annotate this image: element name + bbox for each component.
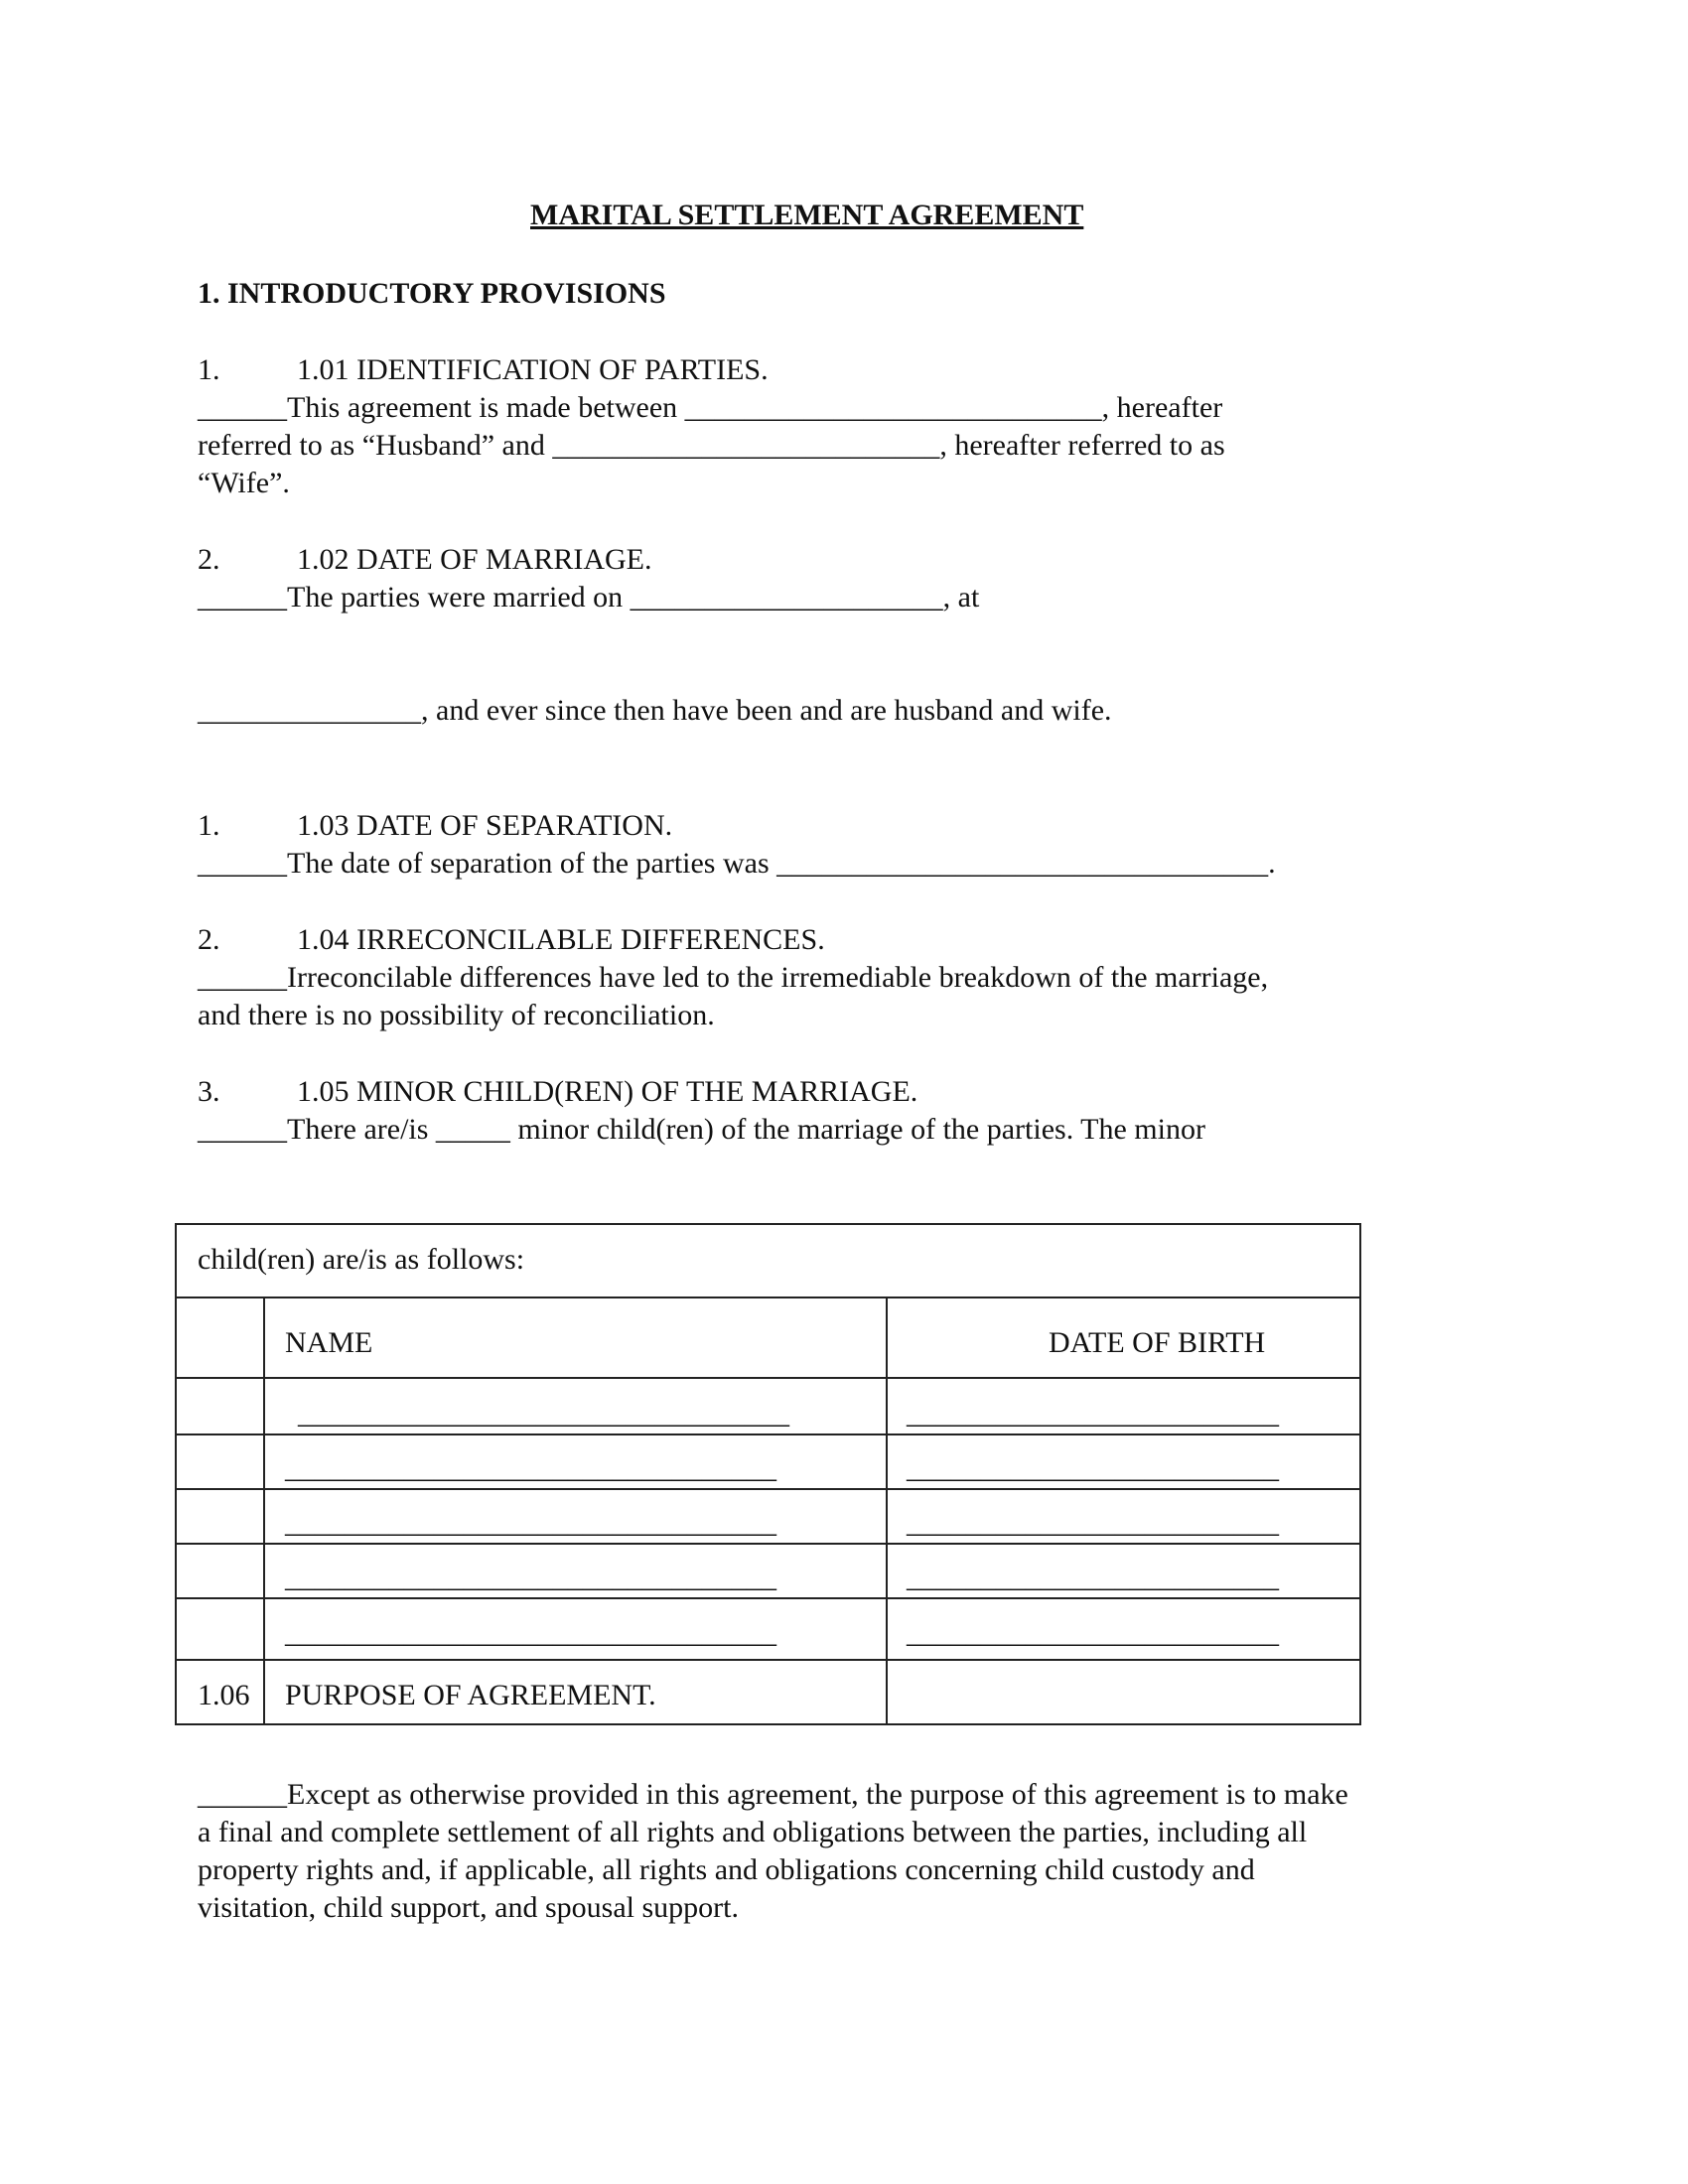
child-name-blank: _________________________________ [285,1561,776,1593]
s106-number: 1.06 [198,1679,250,1711]
s101-number: 1. [198,353,220,386]
s104-heading: 1.04 IRRECONCILABLE DIFFERENCES. [297,923,825,956]
s102-number: 2. [198,543,220,576]
child-dob-blank: _________________________ [907,1616,1279,1649]
s101-line-3: “Wife”. [198,467,290,499]
s106-line-1: ______Except as otherwise provided in this agreement, the purpose of this agreement is to make [198,1778,1348,1811]
s103-line-1: ______The date of separation of the parties was _________________________________. [198,847,1276,880]
s101-line-2: referred to as “Husband” and __________________________, hereafter referred to as [198,429,1225,462]
table-rule [177,1297,1359,1298]
s102-heading: 1.02 DATE OF MARRIAGE. [297,543,652,576]
child-dob-blank: _________________________ [907,1561,1279,1593]
s106-line-3: property rights and, if applicable, all rights and obligations concerning child custody and [198,1853,1255,1886]
s104-line-1: ______Irreconcilable differences have led to the irremediable breakdown of the marriage, [198,961,1269,994]
s105-number: 3. [198,1075,220,1108]
child-name-blank: _________________________________ [285,1616,776,1649]
table-rule [177,1659,1359,1661]
table-rule [177,1377,1359,1379]
s103-number: 1. [198,809,220,842]
child-dob-blank: _________________________ [907,1506,1279,1539]
child-name-blank: _________________________________ [285,1506,776,1539]
s104-line-2: and there is no possibility of reconciliation. [198,999,715,1031]
s102-line-1: ______The parties were married on _____________________, at [198,581,980,614]
table-rule [177,1597,1359,1599]
s105-line-1: ______There are/is _____ minor child(ren) of the marriage of the parties. The minor [198,1113,1205,1146]
s102-line-2: _______________, and ever since then have been and are husband and wife. [198,694,1112,727]
child-name-blank: _________________________________ [285,1451,776,1484]
s101-line-1: ______This agreement is made between ____________________________, hereafter [198,391,1223,424]
child-dob-blank: _________________________ [907,1451,1279,1484]
table-caption: child(ren) are/is as follows: [198,1243,525,1276]
s106-line-2: a final and complete settlement of all rights and obligations between the parties, including all [198,1816,1308,1848]
table-rule [177,1433,1359,1435]
child-name-blank: _________________________________ [298,1397,789,1430]
document-title: MARITAL SETTLEMENT AGREEMENT [530,199,1084,231]
s105-heading: 1.05 MINOR CHILD(REN) OF THE MARRIAGE. [297,1075,918,1108]
section-heading: 1. INTRODUCTORY PROVISIONS [198,277,666,310]
table-column-rule [886,1297,888,1725]
table-rule [177,1543,1359,1545]
table-rule [177,1488,1359,1490]
children-table [175,1223,1361,1725]
s103-heading: 1.03 DATE OF SEPARATION. [297,809,673,842]
s106-heading: PURPOSE OF AGREEMENT. [285,1679,656,1711]
child-dob-blank: _________________________ [907,1397,1279,1430]
s106-line-4: visitation, child support, and spousal support. [198,1891,739,1924]
s101-heading: 1.01 IDENTIFICATION OF PARTIES. [297,353,769,386]
s104-number: 2. [198,923,220,956]
table-column-rule [263,1297,265,1725]
dob-column-header: DATE OF BIRTH [1049,1326,1266,1359]
name-column-header: NAME [285,1326,373,1359]
